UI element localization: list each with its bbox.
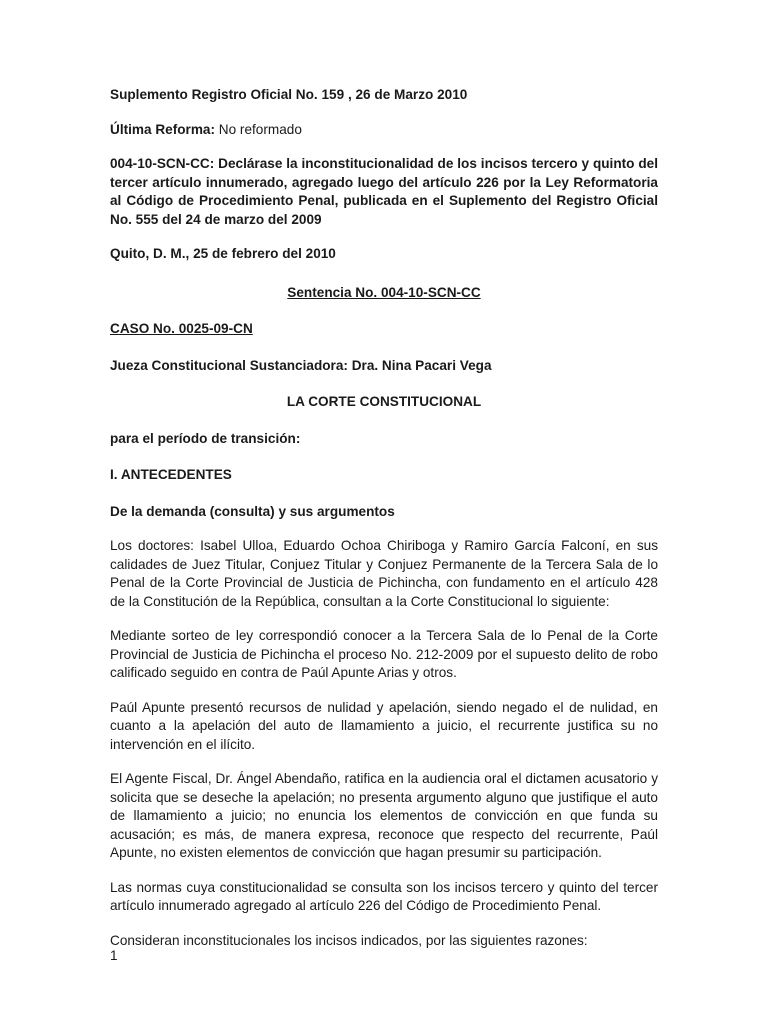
place-date: Quito, D. M., 25 de febrero del 2010 [110,246,336,261]
ultima-reforma-line [110,121,658,140]
body-paragraph: Los doctores: Isabel Ulloa, Eduardo Ochoa Chiriboga y Ramiro García Falconí, en sus calidades de Juez Titular, Conjuez Titular y Conjuez Permanente de la Tercera Sala de lo Penal de la Corte Provincial de Justicia de Pichincha, con fundamento en el artículo 428 de la Constitución de la República, consultan a la Corte Constitucional lo siguiente: [110,538,658,609]
caso-number: CASO No. 0025-09-CN [110,321,253,336]
body-paragraph: Consideran inconstitucionales los incisos indicados, por las siguientes razones: [110,932,588,948]
jueza-line: Jueza Constitucional Sustanciadora: Dra. Nina Pacari Vega [110,357,492,373]
corte-heading: LA CORTE CONSTITUCIONAL [286,394,482,409]
subsection-heading-demanda: De la demanda (consulta) y sus argumentos [110,503,395,519]
summary-paragraph: 004-10-SCN-CC: Declárase la inconstitucionalidad de los incisos tercero y quinto del tercer artículo innumerado, agregado luego del artículo 226 por la Ley Reformatoria al Código de Procedimiento Penal, publicada en el Suplemento del Registro Oficial No. 555 del 24 de marzo del 2009 [110,156,658,227]
document-page [110,86,658,950]
section-heading-antecedentes: I. ANTECEDENTES [110,467,232,482]
registro-header: Suplemento Registro Oficial No. 159 , 26 de Marzo 2010 [110,87,468,102]
ultima-reforma-label: Última Reforma: [110,121,215,137]
page-number: 1 [110,948,118,963]
ultima-reforma-value: No reformado [215,121,302,137]
body-paragraph: El Agente Fiscal, Dr. Ángel Abendaño, ratifica en la audiencia oral el dictamen acusatorio y solicita que se deseche la apelación; no presenta argumento alguno que justifique el auto de llamamiento a juicio; no enuncia los elementos de convicción en que funda su acusación; es más, de manera expresa, reconoce que respecto del recurrente, Paúl Apunte, no existen elementos de convicción que hagan presumir su participación. [110,771,658,860]
body-paragraph: Las normas cuya constitucionalidad se consulta son los incisos tercero y quinto del tercer artículo innumerado agregado al artículo 226 del Código de Procedimiento Penal. [110,879,658,913]
periodo-line: para el período de transición: [110,430,301,446]
body-paragraph: Mediante sorteo de ley correspondió conocer a la Tercera Sala de lo Penal de la Corte Provincial de Justicia de Pichincha el proceso No. 212-2009 por el supuesto delito de robo calificado seguido en contra de Paúl Apunte Arias y otros. [110,628,658,680]
body-paragraph: Paúl Apunte presentó recursos de nulidad y apelación, siendo negado el de nulidad, en cuanto a la apelación del auto de llamamiento a juicio, el recurrente justifica su no intervención en el ilícito. [110,699,658,752]
sentencia-title: Sentencia No. 004-10-SCN-CC [287,284,481,300]
